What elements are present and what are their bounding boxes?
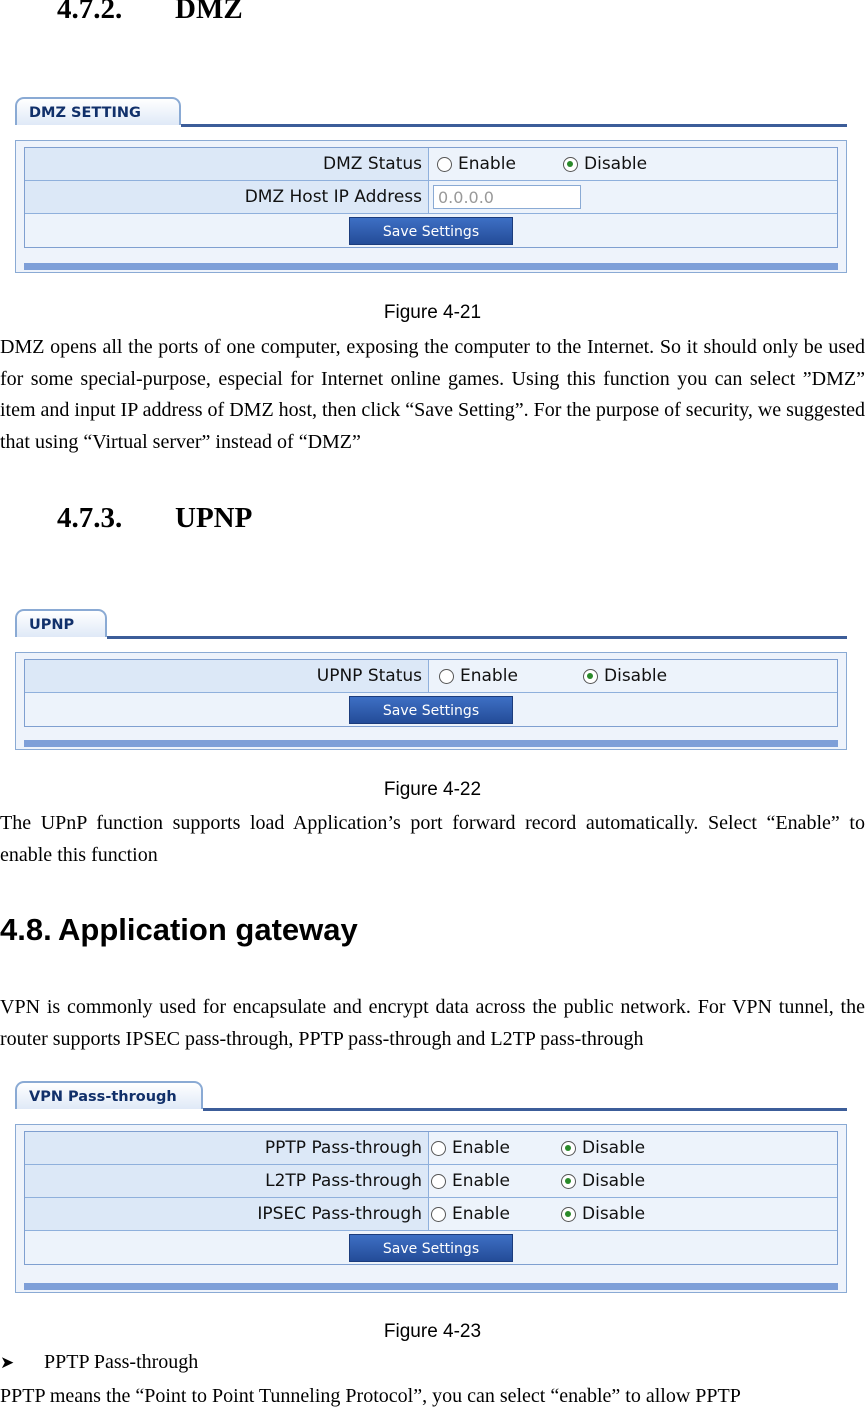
- tab-divider: [203, 1108, 847, 1111]
- pptp-enable-radio[interactable]: [431, 1138, 561, 1158]
- section-title: Application gateway: [58, 912, 358, 947]
- radio-label: Enable: [460, 666, 518, 686]
- bullet-text: PPTP Pass-through: [44, 1351, 199, 1373]
- vpn-button-row: [25, 1231, 837, 1264]
- radio-off-icon[interactable]: [439, 669, 454, 684]
- section-title: UPNP: [175, 502, 253, 534]
- bullet-pptp: [0, 1351, 198, 1374]
- ipsec-row: [25, 1198, 837, 1231]
- section-number: 4.7.3.: [57, 502, 123, 534]
- dmz-form: [15, 140, 847, 273]
- dmz-setting-tab[interactable]: DMZ SETTING: [15, 97, 181, 125]
- tab-divider: [181, 124, 847, 127]
- upnp-disable-radio[interactable]: [583, 666, 667, 686]
- radio-off-icon[interactable]: [431, 1174, 446, 1189]
- dmz-description: DMZ opens all the ports of one computer, exposing the computer to the Internet. So it should only be used for some special-purpose, especial for Internet online games. Using this function you can select ”DMZ” item and input IP address of DMZ host, then click “Save Setting”. For the purpose of security, we suggested that using “Virtual server” instead of “DMZ”: [0, 336, 865, 453]
- ipsec-label: IPSEC Pass-through: [25, 1198, 429, 1230]
- panel-footer-bar: [24, 263, 838, 270]
- section-title: DMZ: [175, 0, 243, 25]
- figure-caption: Figure 4-21: [383, 302, 482, 323]
- ipsec-disable-radio[interactable]: [561, 1204, 645, 1224]
- figure-caption: Figure 4-22: [383, 779, 482, 800]
- vpn-form: [15, 1124, 847, 1293]
- radio-label: Enable: [452, 1171, 510, 1191]
- save-settings-button[interactable]: Save Settings: [349, 696, 513, 724]
- upnp-button-row: [25, 693, 837, 726]
- radio-label: Disable: [582, 1138, 646, 1158]
- vpn-pass-through-tab[interactable]: VPN Pass-through: [15, 1081, 203, 1109]
- tab-divider: [107, 636, 847, 639]
- radio-label: Enable: [458, 154, 516, 174]
- dmz-host-ip-input[interactable]: 0.0.0.0: [433, 185, 581, 209]
- pptp-disable-radio[interactable]: [561, 1138, 645, 1158]
- section-number: 4.7.2.: [57, 0, 123, 25]
- vpn-form-table: [24, 1131, 838, 1265]
- panel-footer-bar: [24, 1283, 838, 1290]
- section-heading-dmz: [57, 0, 243, 26]
- save-settings-button[interactable]: Save Settings: [349, 217, 513, 245]
- radio-on-icon[interactable]: [561, 1141, 576, 1156]
- pptp-label: PPTP Pass-through: [25, 1132, 429, 1164]
- upnp-tab[interactable]: UPNP: [15, 609, 107, 637]
- section-number: 4.8.: [0, 912, 52, 947]
- radio-label: Enable: [452, 1204, 510, 1224]
- vpn-description: VPN is commonly used for encapsulate and encrypt data across the public network. For VPN tunnel, the router supports IPSEC pass-through, PPTP pass-through and L2TP pass-through: [0, 996, 865, 1050]
- dmz-status-label: DMZ Status: [25, 148, 429, 180]
- radio-label: Disable: [582, 1204, 646, 1224]
- dmz-form-table: [24, 147, 838, 248]
- upnp-description: The UPnP function supports load Application’s port forward record automatically. Select “Enable” to enable this function: [0, 812, 865, 866]
- radio-on-icon[interactable]: [561, 1207, 576, 1222]
- radio-label: Disable: [604, 666, 668, 686]
- dmz-disable-radio[interactable]: [563, 154, 647, 174]
- radio-off-icon[interactable]: [431, 1207, 446, 1222]
- radio-off-icon[interactable]: [431, 1141, 446, 1156]
- upnp-form-table: [24, 659, 838, 727]
- figure-caption: Figure 4-23: [383, 1321, 482, 1342]
- arrow-bullet-icon: ➤: [0, 1353, 15, 1373]
- l2tp-enable-radio[interactable]: [431, 1171, 561, 1191]
- dmz-enable-radio[interactable]: [437, 154, 563, 174]
- radio-on-icon[interactable]: [561, 1174, 576, 1189]
- radio-on-icon[interactable]: [583, 669, 598, 684]
- upnp-status-label: UPNP Status: [25, 660, 429, 692]
- l2tp-disable-radio[interactable]: [561, 1171, 645, 1191]
- radio-on-icon[interactable]: [563, 157, 578, 172]
- upnp-form: [15, 652, 847, 750]
- upnp-status-row: [25, 660, 837, 693]
- save-settings-button[interactable]: Save Settings: [349, 1234, 513, 1262]
- vpn-pass-through-panel: [15, 1081, 847, 1293]
- section-heading-app-gateway: [0, 912, 358, 948]
- dmz-host-row: [25, 181, 837, 214]
- upnp-panel: [15, 609, 847, 750]
- pptp-row: [25, 1132, 837, 1165]
- dmz-status-row: [25, 148, 837, 181]
- dmz-host-label: DMZ Host IP Address: [25, 181, 429, 213]
- ipsec-enable-radio[interactable]: [431, 1204, 561, 1224]
- l2tp-label: L2TP Pass-through: [25, 1165, 429, 1197]
- section-heading-upnp: [57, 502, 252, 535]
- radio-label: Disable: [582, 1171, 646, 1191]
- pptp-description: PPTP means the “Point to Point Tunneling Protocol”, you can select “enable” to allow PPTP: [0, 1385, 741, 1407]
- radio-label: Disable: [584, 154, 648, 174]
- radio-label: Enable: [452, 1138, 510, 1158]
- dmz-setting-panel: [15, 97, 847, 273]
- l2tp-row: [25, 1165, 837, 1198]
- dmz-button-row: [25, 214, 837, 247]
- upnp-enable-radio[interactable]: [439, 666, 583, 686]
- radio-off-icon[interactable]: [437, 157, 452, 172]
- panel-footer-bar: [24, 740, 838, 747]
